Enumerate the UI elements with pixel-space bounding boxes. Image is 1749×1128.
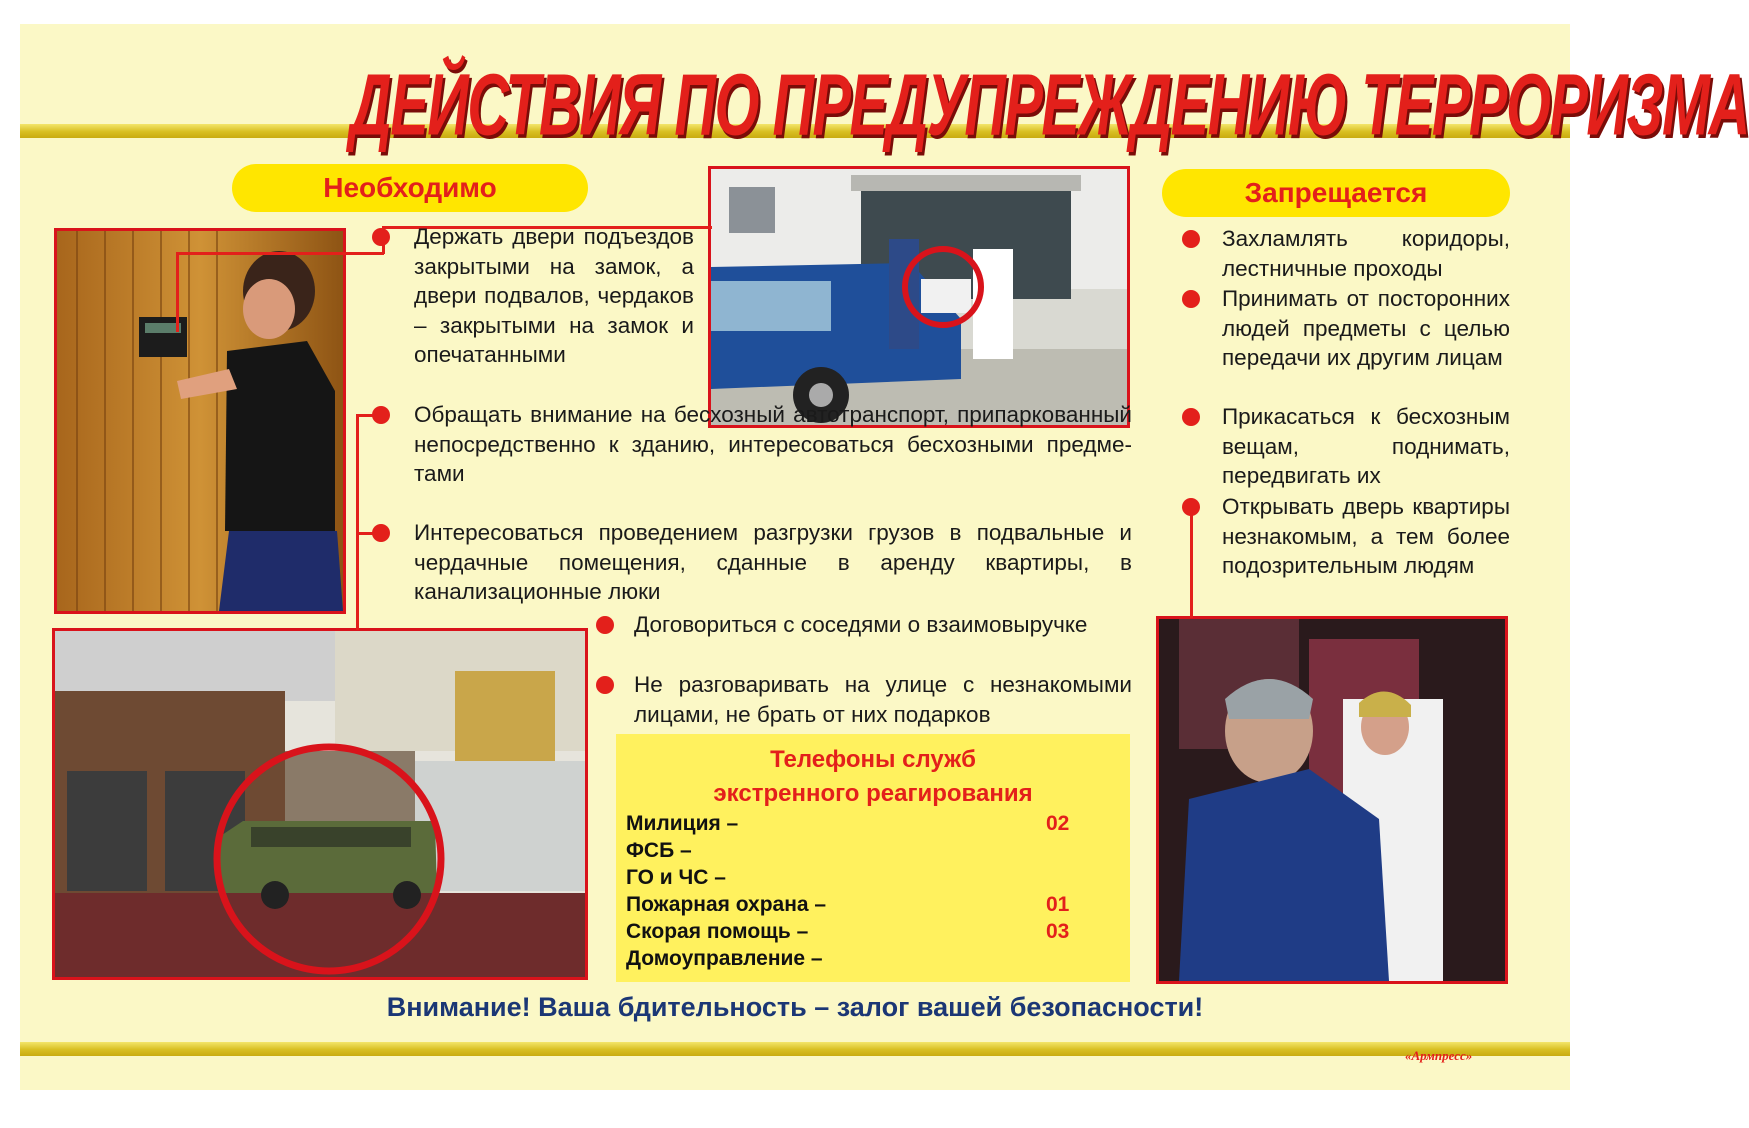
safety-slogan: Внимание! Ваша бдительность – залог вашей безопасности!	[386, 992, 1204, 1022]
publisher-mark: «Армпресс»	[1405, 1048, 1473, 1063]
photo-intercom-door	[54, 228, 346, 614]
phone-service-name: Пожарная охрана –	[626, 893, 827, 916]
connector-line	[356, 414, 359, 630]
required-heading: Необходимо	[232, 164, 588, 212]
poster	[20, 24, 1749, 1090]
forbidden-item-4: Открывать дверь квартиры незнакомым, а тем более подозрительным людям	[1222, 494, 1510, 579]
intercom-door-illustration	[57, 231, 343, 611]
phone-row	[626, 947, 1076, 974]
bullet-dot	[596, 676, 614, 694]
photo-van-building	[52, 628, 588, 980]
phone-row	[626, 812, 1076, 839]
phone-number: 02	[1046, 812, 1070, 835]
bullet-dot	[372, 406, 390, 424]
emergency-phones-box	[616, 734, 1130, 982]
phone-service-name: Скорая помощь –	[626, 920, 809, 943]
phone-service-name: Домоуправление –	[626, 947, 823, 970]
required-item-3: Интересоваться проведением разгрузки грузов в подвальные и чердачные помещения, сданные в аренду квартиры, в канализационные люки	[414, 520, 1132, 605]
required-item-2: Обращать внимание на бесхозный автотранспорт, припаркованный непосредственно к зданию, интересоваться бесхозными предметами	[414, 402, 1132, 487]
phones-title-line1: Телефоны служб	[770, 746, 976, 773]
photo-apartment-door	[1156, 616, 1508, 984]
phone-service-name: ГО и ЧС –	[626, 866, 726, 889]
phone-row	[626, 893, 1076, 920]
poster-title: ДЕЙСТВИЯ ПО ПРЕДУПРЕЖДЕНИЮ ТЕРРОРИЗМА	[350, 55, 1749, 154]
forbidden-item-1: Захламлять коридоры, лестничные проходы	[1222, 226, 1510, 281]
phone-row	[626, 839, 1076, 866]
bottom-gold-band	[20, 1042, 1570, 1056]
bullet-dot	[1182, 498, 1200, 516]
bullet-dot	[1182, 230, 1200, 248]
required-item-5: Не разговаривать на улице с незнакомыми лицами, не брать от них подарков	[634, 672, 1132, 727]
apartment-door-illustration	[1159, 619, 1505, 981]
photo-car-entrance	[708, 166, 1130, 428]
bullet-dot	[1182, 408, 1200, 426]
bullet-dot	[1182, 290, 1200, 308]
phones-title-line2: экстренного реагирования	[713, 780, 1033, 807]
phone-row	[626, 866, 1076, 893]
forbidden-heading: Запрещается	[1162, 169, 1510, 217]
phone-service-name: ФСБ –	[626, 839, 692, 862]
connector-line	[176, 252, 384, 255]
connector-line	[176, 252, 179, 332]
phone-number: 01	[1046, 893, 1070, 916]
forbidden-item-3: Прикасаться к бесхозным вещам, поднимать, передвигать их	[1222, 404, 1510, 489]
phone-number: 03	[1046, 920, 1070, 943]
required-item-1: Держать двери подъездов закрытыми на замок, а двери подвалов, чердаков – закрытыми на замок и опечатанными	[414, 224, 694, 368]
car-entrance-illustration	[711, 169, 1127, 425]
required-item-4: Договориться с соседями о взаимовыручке	[634, 612, 1088, 637]
bullet-dot	[596, 616, 614, 634]
forbidden-item-2: Принимать от посторонних людей предметы с целью передачи их другим лицам	[1222, 286, 1510, 371]
bullet-dot	[372, 524, 390, 542]
phone-service-name: Милиция –	[626, 812, 739, 835]
connector-line	[1190, 508, 1193, 618]
van-building-illustration	[55, 631, 585, 977]
phone-row	[626, 920, 1076, 947]
bullet-dot	[372, 228, 390, 246]
